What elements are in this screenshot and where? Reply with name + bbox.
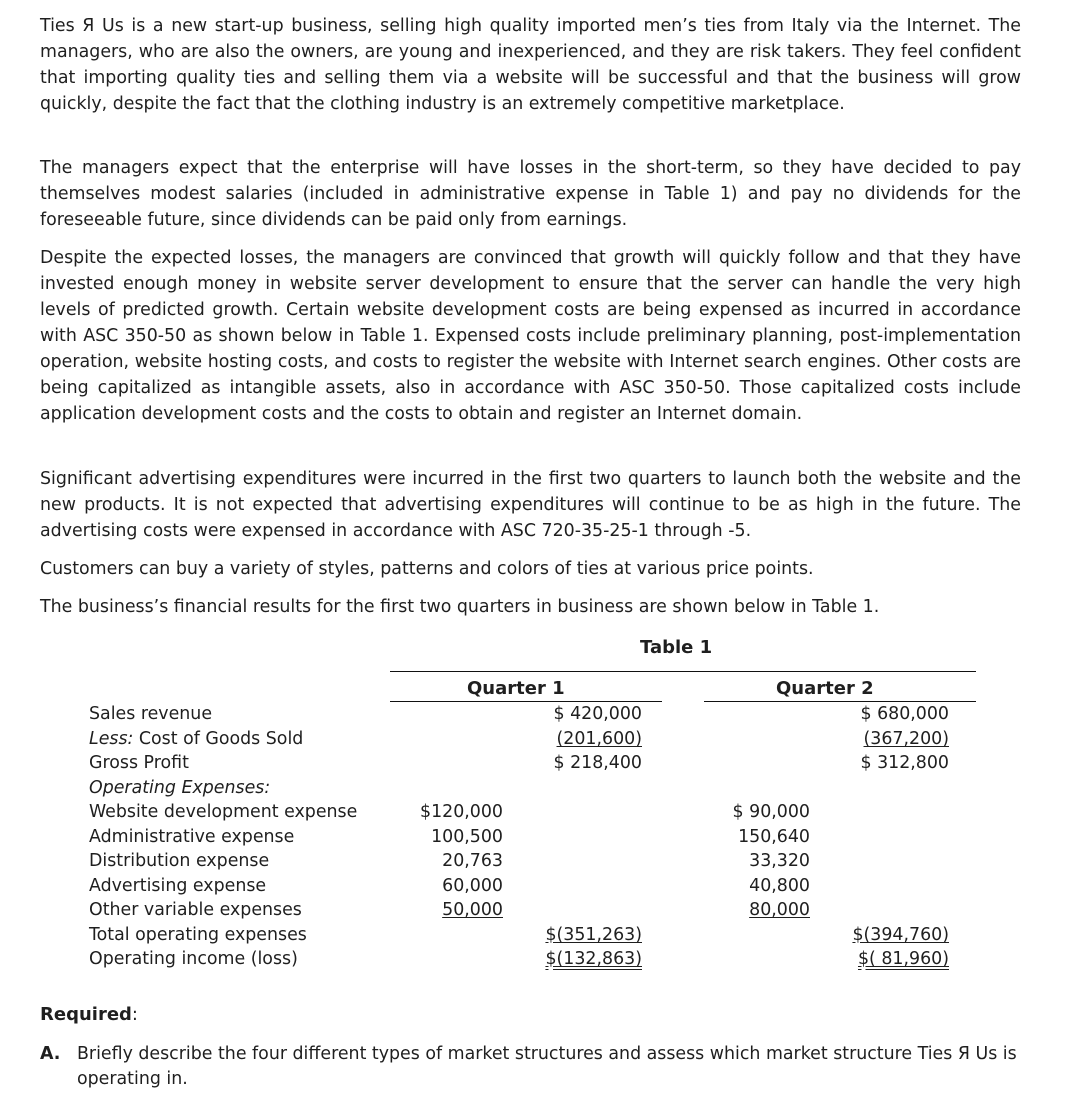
row-label: Distribution expense (89, 851, 270, 871)
row-label: Operating Expenses: (89, 778, 271, 798)
paragraph-results-intro: The business’s financial results for the first two quarters in business are shown below in Table 1. (40, 597, 880, 617)
table-row (0, 874, 1080, 899)
q2-total: $( 81,960) (857, 949, 949, 969)
row-label: Advertising expense (89, 876, 267, 896)
q2-detail: 80,000 (749, 900, 810, 920)
table-title: Table 1 (640, 637, 713, 658)
q2-detail: $ 90,000 (732, 802, 810, 822)
question-text: Briefly describe the four different types of market structures and assess which market structure Ties Я Us is operating in. (77, 1044, 1017, 1089)
question-letter: A. (40, 1044, 61, 1064)
row-label: Operating income (loss) (89, 949, 298, 969)
row-label: Website development expense (89, 802, 358, 822)
paragraph-customers: Customers can buy a variety of styles, patterns and colors of ties at various price points. (40, 559, 814, 579)
table-row (0, 825, 1080, 850)
row-label: Sales revenue (89, 704, 213, 724)
q2-total: (367,200) (863, 729, 949, 749)
table-row (0, 727, 1080, 752)
paragraph-website-costs: Despite the expected losses, the managers are convinced that growth will quickly follow and that they have invested enough money in website server development to ensure that the server can handle the very high levels of predicted growth. Certain website development costs are being expensed as incurred in accordance with ASC 350-50 as shown below in Table 1. Expensed costs include preliminary planning, post-implementation operation, website hosting costs, and costs to register the website with Internet search engines. Other costs are being capitalized as intangible assets, also in accordance with ASC 350-50. Those capitalized costs include application development costs and the costs to obtain and register an Internet domain. (40, 248, 1021, 424)
row-label: Administrative expense (89, 827, 295, 847)
table-row (0, 898, 1080, 923)
table-row (0, 923, 1080, 948)
paragraph-intro: Ties Я Us is a new start-up business, selling high quality imported men’s ties from Italy via the Internet. The managers, who are also the owners, are young and inexperienced, and they are risk takers. They feel confident that importing quality ties and selling them via a website will be successful and that the business will grow quickly, despite the fact that the clothing industry is an extremely competitive marketplace. (40, 16, 1021, 114)
q2-total: $ 312,800 (860, 753, 949, 773)
q1-detail: $120,000 (420, 802, 503, 822)
row-label: Other variable expenses (89, 900, 302, 920)
q1-total: $(132,863) (545, 949, 642, 969)
table-row (0, 947, 1080, 972)
table-row (0, 800, 1080, 825)
table-row (0, 776, 1080, 801)
row-label: Total operating expenses (89, 925, 307, 945)
q1-total: $ 218,400 (553, 753, 642, 773)
q1-detail: 20,763 (442, 851, 503, 871)
q2-detail: 150,640 (738, 827, 810, 847)
row-label: Gross Profit (89, 753, 189, 773)
quarter-1-header: Quarter 1 (467, 678, 565, 699)
q1-total: (201,600) (556, 729, 642, 749)
q2-total: $(394,760) (852, 925, 949, 945)
paragraph-advertising: Significant advertising expenditures were incurred in the first two quarters to launch both the website and the new products. It is not expected that advertising expenditures will continue to be as high in the future. The advertising costs were expensed in accordance with ASC 720-35-25-1 through -5. (40, 469, 1021, 541)
q2-total: $ 680,000 (860, 704, 949, 724)
q1-detail: 100,500 (431, 827, 503, 847)
q1-total: $ 420,000 (553, 704, 642, 724)
row-label: Less: Cost of Goods Sold (89, 729, 304, 749)
q1-detail: 60,000 (442, 876, 503, 896)
required-heading: Required: (40, 1004, 138, 1025)
table-row (0, 702, 1080, 727)
q2-detail: 33,320 (749, 851, 810, 871)
table-row (0, 849, 1080, 874)
quarter-2-header: Quarter 2 (776, 678, 874, 699)
paragraph-losses: The managers expect that the enterprise will have losses in the short-term, so they have decided to pay themselves modest salaries (included in administrative expense in Table 1) and pay no dividends for the foreseeable future, since dividends can be paid only from earnings. (40, 158, 1021, 230)
table-top-rule (390, 671, 976, 672)
q2-detail: 40,800 (749, 876, 810, 896)
table-row (0, 751, 1080, 776)
q1-total: $(351,263) (545, 925, 642, 945)
q1-detail: 50,000 (442, 900, 503, 920)
